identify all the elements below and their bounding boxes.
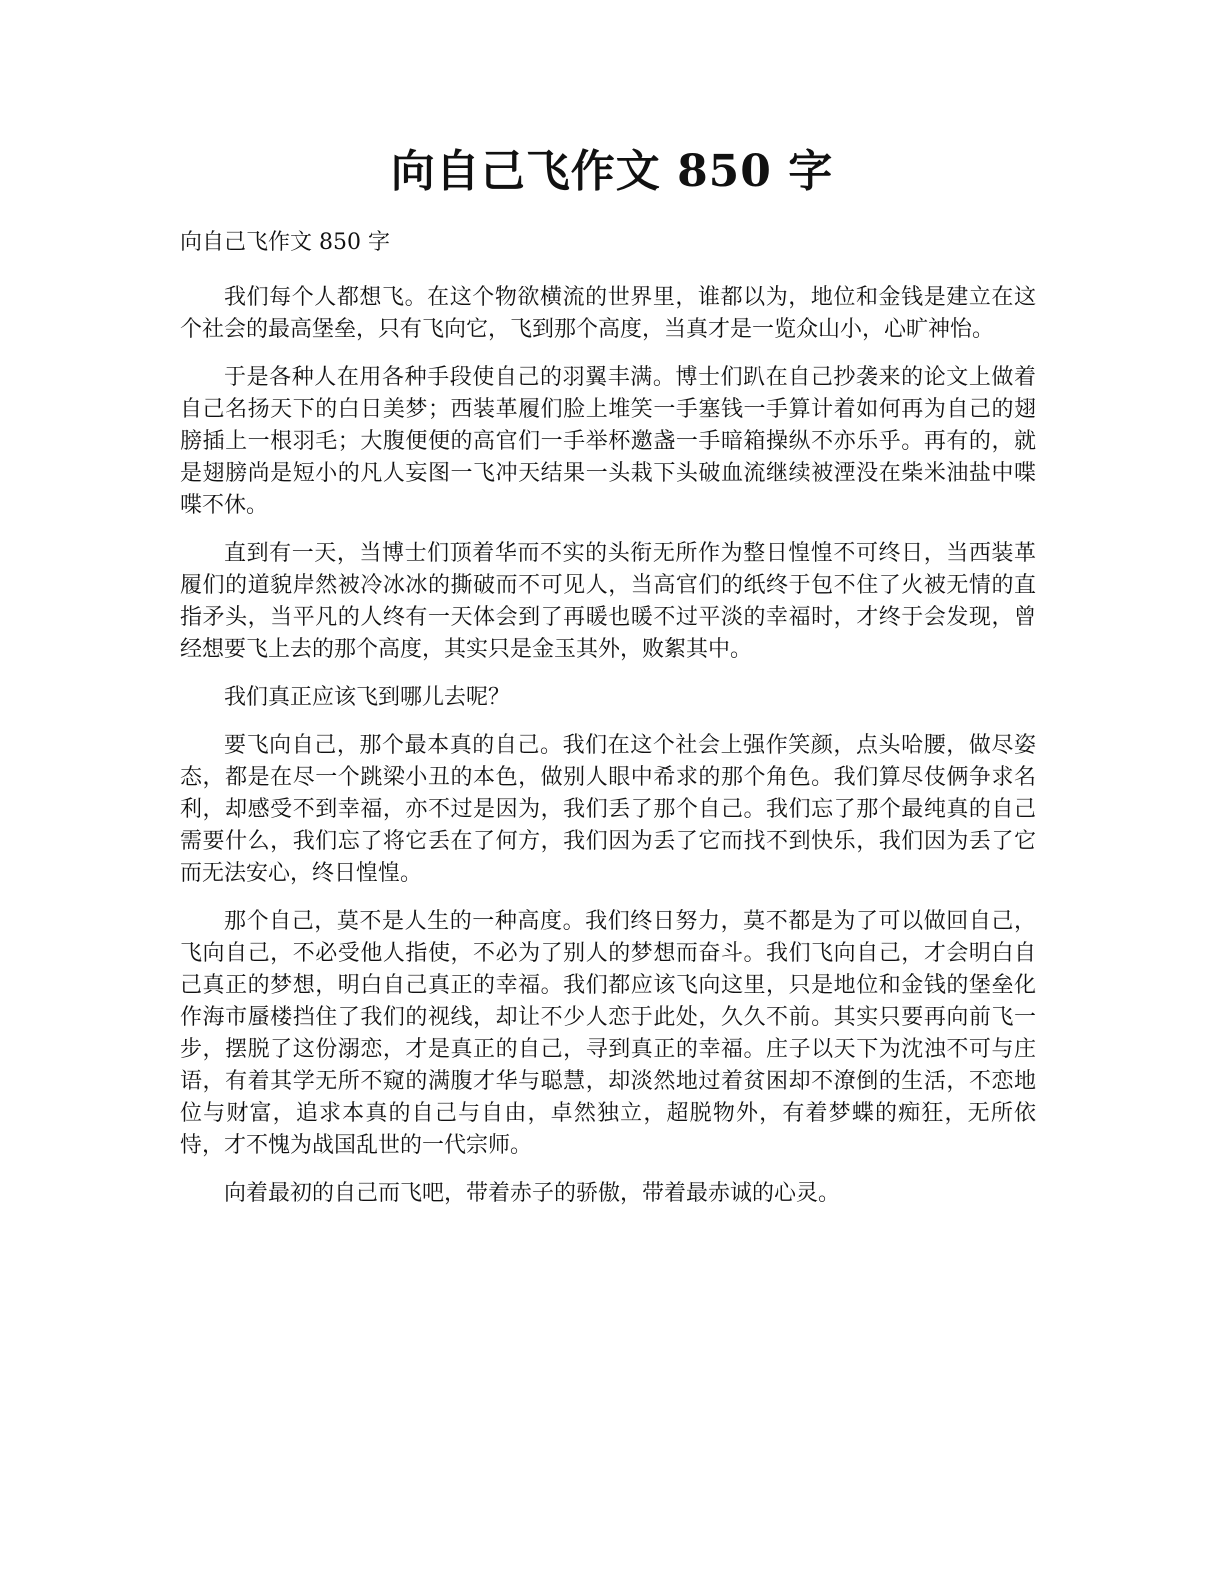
document-title: 向自己飞作文 850 字	[390, 146, 834, 197]
document-subtitle: 向自己飞作文 850 字	[180, 230, 390, 255]
paragraph: 于是各种人在用各种手段使自己的羽翼丰满。博士们趴在自己抄袭来的论文上做着自己名扬天下的白日美梦；西装革履们脸上堆笑一手塞钱一手算计着如何再为自己的翅膀插上一根羽毛；大腹便便的高官们一手举杯邀盏一手暗箱操纵不亦乐乎。再有的，就是翅膀尚是短小的凡人妄图一飞冲天结果一头栽下头破血流继续被湮没在柴米油盐中喋喋不休。	[180, 365, 1036, 518]
paragraph: 我们真正应该飞到哪儿去呢？	[224, 685, 511, 710]
paragraph: 直到有一天，当博士们顶着华而不实的头衔无所作为整日惶惶不可终日，当西装革履们的道貌岸然被冷冰冰的撕破而不可见人，当高官们的纸终于包不住了火被无情的直指矛头，当平凡的人终有一天体会到了再暖也暖不过平淡的幸福时，才终于会发现，曾经想要飞上去的那个高度，其实只是金玉其外，败絮其中。	[180, 541, 1036, 662]
paragraph: 向着最初的自己而飞吧，带着赤子的骄傲，带着最赤诚的心灵。	[224, 1181, 841, 1206]
paragraph: 那个自己，莫不是人生的一种高度。我们终日努力，莫不都是为了可以做回自己，飞向自己，不必受他人指使，不必为了别人的梦想而奋斗。我们飞向自己，才会明白自己真正的梦想，明白自己真正的幸福。我们都应该飞向这里，只是地位和金钱的堡垒化作海市蜃楼挡住了我们的视线，却让不少人恋于此处，久久不前。其实只要再向前飞一步，摆脱了这份溺恋，才是真正的自己，寻到真正的幸福。庄子以天下为沈浊不可与庄语，有着其学无所不窥的满腹才华与聪慧，却淡然地过着贫困却不潦倒的生活，不恋地位与财富，追求本真的自己与自由，卓然独立，超脱物外，有着梦蝶的痴狂，无所依恃，才不愧为战国乱世的一代宗师。	[180, 909, 1036, 1158]
paragraph: 要飞向自己，那个最本真的自己。我们在这个社会上强作笑颜，点头哈腰，做尽姿态，都是在尽一个跳梁小丑的本色，做别人眼中希求的那个角色。我们算尽伎俩争求名利，却感受不到幸福，亦不过是因为，我们丢了那个自己。我们忘了那个最纯真的自己需要什么，我们忘了将它丢在了何方，我们因为丢了它而找不到快乐，我们因为丢了它而无法安心，终日惶惶。	[180, 733, 1036, 886]
document-body	[180, 282, 1036, 1226]
paragraph: 我们每个人都想飞。在这个物欲横流的世界里，谁都以为，地位和金钱是建立在这个社会的最高堡垒，只有飞向它，飞到那个高度，当真才是一览众山小，心旷神怡。	[180, 285, 1036, 342]
